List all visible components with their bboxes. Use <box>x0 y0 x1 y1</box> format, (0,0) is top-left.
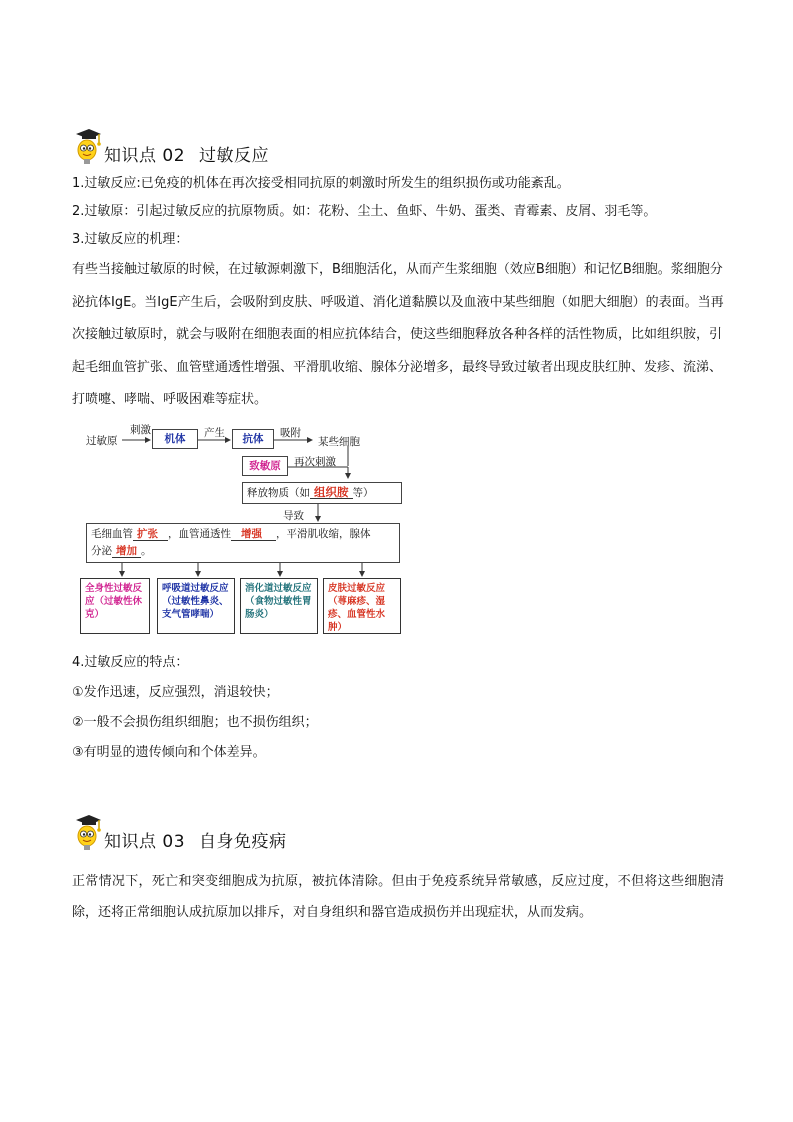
some-cells-label: 某些细胞 <box>318 436 360 448</box>
release-box <box>242 482 402 504</box>
item-2: 2.过敏原：引起过敏反应的抗原物质。如：花粉、尘土、鱼虾、牛奶、蛋类、青霉素、皮屑、羽毛等。 <box>72 204 657 219</box>
section-title-02 <box>72 126 269 166</box>
release-fill: 组织胺 <box>310 486 353 499</box>
outcome-respiratory: 呼吸道过敏反应（过敏性鼻炎、支气管哮喘） <box>157 578 235 634</box>
effect-b-fill: 增强 <box>231 528 276 541</box>
allergen-label: 过敏原 <box>86 435 118 447</box>
section-title-text <box>104 146 269 166</box>
section-02-body <box>72 170 724 417</box>
section-name: 自身免疫病 <box>199 832 287 852</box>
item-4: 4.过敏反应的特点： <box>72 655 189 670</box>
item-3: 3.过敏反应的机理： <box>72 232 189 247</box>
restimulate-label: 再次刺激 <box>294 456 336 468</box>
section-name: 过敏反应 <box>199 146 270 166</box>
mechanism-text: 有些当接触过敏原的时候，在过敏源刺激下，B细胞活化，从而产生浆细胞（效应B细胞）和记忆B细胞。浆细胞分泌抗体IgE。当IgE产生后，会吸附到皮肤、呼吸道、消化道黏膜以及血液中某些细胞（如肥大细胞）的表面。当再次接触过敏原时，就会与吸附在细胞表面的相应抗体结合，使这些细胞释放各种各样的活性物质，比如组织胺，引起毛细血管扩张、血管壁通透性增强、平滑肌收缩、腺体分泌增多，最终导致过敏者出现皮肤红肿、发疹、流涕、打喷嚏、哮喘、呼吸困难等症状。 <box>72 262 724 407</box>
effect-end: 。 <box>141 545 152 557</box>
autoimmune-text: 正常情况下，死亡和突变细胞成为抗原，被抗体清除。但由于免疫系统异常敏感，反应过度，不但将这些细胞清除，还将正常细胞认成抗原加以排斥，对自身组织和器官造成损伤并出现症状，从而发病。 <box>72 874 724 920</box>
item-1: 1.过敏反应:已免疫的机体在再次接受相同抗原的刺激时所发生的组织损伤或功能紊乱。 <box>72 176 570 191</box>
organism-box: 机体 <box>152 429 198 449</box>
lead-to-label: 导致 <box>283 510 304 522</box>
effect-d-fill: 增加 <box>112 545 141 558</box>
effect-c: ，平滑肌收缩，腺体 <box>276 528 371 540</box>
feature-2: ②一般不会损伤组织细胞；也不损伤组织； <box>72 715 318 730</box>
section-title-text <box>104 832 287 852</box>
stimulate-label: 刺激 <box>130 424 151 436</box>
features-list <box>72 648 724 768</box>
allergy-mechanism-diagram <box>80 420 410 640</box>
section-number: 知识点 02 <box>104 146 186 166</box>
outcome-digestive: 消化道过敏反应（食物过敏性胃肠炎） <box>240 578 318 634</box>
effect-a-fill: 扩张 <box>133 528 168 541</box>
outcome-systemic: 全身性过敏反应（过敏性休克） <box>80 578 150 634</box>
outcome-skin: 皮肤过敏反应（荨麻疹、湿疹、血管性水肿） <box>323 578 401 634</box>
effects-box <box>86 523 400 563</box>
section-title-03 <box>72 812 287 852</box>
effect-d: 分泌 <box>91 545 112 557</box>
effect-a: 毛细血管 <box>91 528 133 540</box>
sensitizer-box: 致敏原 <box>242 456 288 476</box>
section-03-body <box>72 866 724 928</box>
adsorb-label: 吸附 <box>280 427 301 439</box>
mascot-icon <box>72 812 102 852</box>
effect-b: ，血管通透性 <box>168 528 231 540</box>
antibody-box: 抗体 <box>232 429 274 449</box>
release-suffix: 等） <box>352 487 374 499</box>
section-number: 知识点 03 <box>104 832 186 852</box>
mascot-icon <box>72 126 102 166</box>
release-prefix: 释放物质（如 <box>247 487 310 499</box>
feature-1: ①发作迅速，反应强烈，消退较快； <box>72 685 279 700</box>
produce-label: 产生 <box>204 427 225 439</box>
feature-3: ③有明显的遗传倾向和个体差异。 <box>72 745 266 760</box>
